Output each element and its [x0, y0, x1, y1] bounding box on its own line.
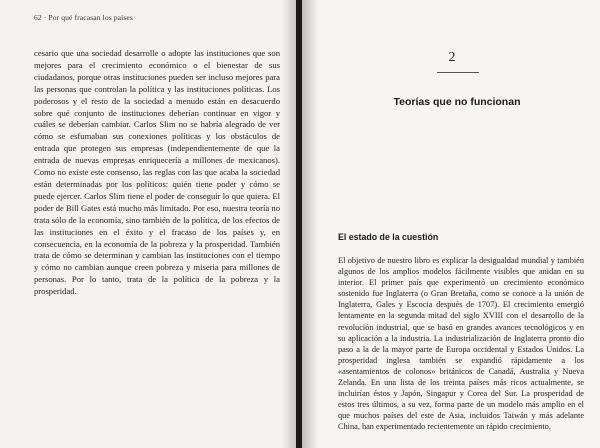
section-heading: El estado de la cuestión	[338, 232, 439, 242]
chapter-title: Teorías que no funcionan	[393, 96, 521, 108]
right-page	[302, 0, 600, 448]
chapter-rule	[437, 72, 479, 73]
running-head: 62 · Por qué fracasan los países	[34, 13, 133, 22]
right-page-body-text: El objetivo de nuestro libro es explicar la desigualdad mundial y también algunos de los amplios modelos fácilmente visibles que anidan en su interior. El primer país que experimentó un crecimiento económico sostenido fue Inglaterra (o Gran Bretaña, como se conoce a la unión de Inglaterra, Gales y Escocia después de 1707). El crecimiento emergió lentamente en la segunda mitad del siglo XVIII con el desarrollo de la revolución industrial, que se basó en grandes avances tecnológicos y en su aplicación a la industria. La industrialización de Inglaterra pronto dio paso a la de la mayor parte de Europa occidental y Estados Unidos. La prosperidad inglesa también se expandió rápidamente a los «asentamientos de colonos» británicos de Canadá, Australia y Nueva Zelanda. En una lista de los treinta países más ricos actualmente, se incluirían éstos y Japón, Singapur y Corea del Sur. La prosperidad de estos tres últimos, a su vez, forma parte de un modelo más amplio en el que muchos países del este de Asia, incluidos Taiwán y más adelante China, han experimentado recientemente un rápido crecimiento.	[338, 256, 584, 432]
left-page	[0, 0, 296, 448]
left-gutter-shadow	[282, 0, 296, 448]
left-page-body-text: cesario que una sociedad desarrolle o adopte las instituciones que son mejores para el crecimiento económico o el bienestar de sus ciudadanos, porque otras instituciones pueden ser incluso mejores para las personas que controlan la política y las instituciones políticas. Los poderosos y el resto de la sociedad a menudo están en desacuerdo sobre qué conjunto de instituciones deberían continuar en vigor y cuáles se deberían cambiar. Carlos Slim no se habría alegrado de ver cómo se esfumaban sus conexiones políticas y los obstáculos de entrada que protegen sus empresas (independientemente de que la entrada de nuevas empresas enriquecería a millones de mexicanos). Como no existe este consenso, las reglas con las que acaba la sociedad están determinadas por los políticos: quién tiene poder y cómo se puede ejercer. Carlos Slim tiene el poder de conseguir lo que quiera. El poder de Bill Gates está mucho más limitado. Por eso, nuestra teoría no trata sólo de la economía, sino también de la política, de los efectos de las instituciones en el éxito y el fracaso de los países y, en consecuencia, en la economía de la pobreza y la prosperidad. También trata de cómo se determinan y cambian las instituciones con el tiempo y cómo no cambian aunque creen pobreza y miseria para millones de personas. Por lo tanto, trata de la política de la pobreza y la prosperidad.	[34, 48, 280, 297]
chapter-number-text: 2	[448, 50, 456, 65]
right-gutter-shadow	[302, 0, 318, 448]
